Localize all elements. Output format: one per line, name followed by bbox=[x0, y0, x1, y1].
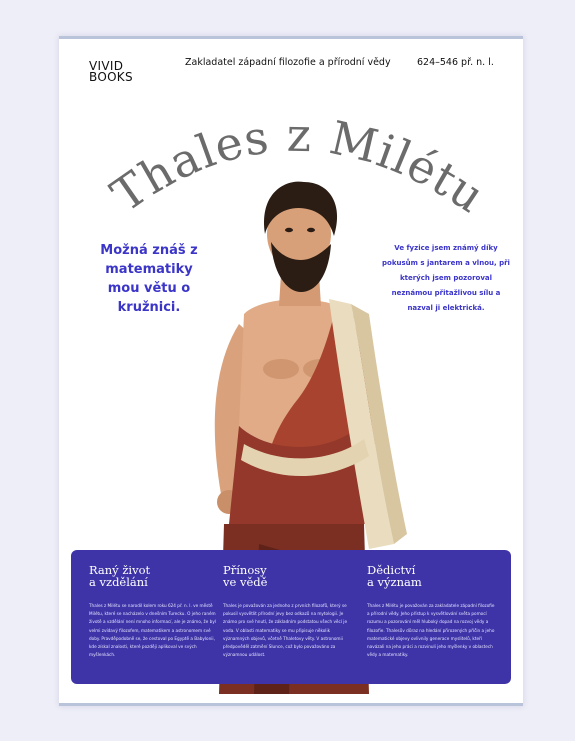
section-title-line: a vzdělání bbox=[89, 575, 148, 589]
section-body: Thales z Milétu je považován za zakladatele západní filozofie a přírodní vědy. Jeho přístup k vysvětlování světa pomocí rozumu a pozorování měl hluboký dopad na rozvoj vědy a filozofie. Thalesův důraz na hledání přirozených příčin a jeho matematické objevy ovlivnily generace myslitelů, kteří navázali na jeho práci a rozvinuli jeho myšlenky v oblastech vědy a matematiky. bbox=[367, 603, 495, 658]
lifespan-dates: 624–546 př. n. l. bbox=[417, 57, 494, 68]
quote-right: Ve fyzice jsem známý díky pokusům s jantarem a vlnou, při kterých jsem pozoroval neznámou přitažlivou sílu a nazval ji elektrická. bbox=[382, 244, 510, 312]
section-contributions bbox=[223, 564, 353, 659]
section-title-line: Přínosy bbox=[223, 563, 267, 577]
poster bbox=[59, 36, 523, 706]
section-title bbox=[89, 564, 219, 588]
section-title-line: ve vědě bbox=[223, 575, 268, 589]
section-title bbox=[223, 564, 353, 588]
section-legacy bbox=[367, 564, 497, 659]
section-title-line: Dědictví bbox=[367, 563, 416, 577]
info-panel bbox=[71, 550, 511, 684]
section-title-line: Raný život bbox=[89, 563, 151, 577]
section-early-life bbox=[89, 564, 219, 659]
bottom-divider bbox=[59, 703, 523, 706]
section-title-line: a význam bbox=[367, 575, 422, 589]
quote-left: Možná znáš z matematiky mou větu o kružnici. bbox=[100, 243, 198, 315]
section-title bbox=[367, 564, 497, 588]
section-body: Thales je považován za jednoho z prvních filozofů, který se pokusil vysvětlit přírodní jevy bez odkazů na mytologii. Je známo pro své hnutí, že základním podstatou všech věcí je voda. V oblasti matematiky se mu připisuje několik významných objevů, včetně Thaletovy věty. V astronomii předpověděl zatmění Slunce, což bylo považováno za významnou událost. bbox=[223, 603, 348, 658]
title-text: Thales z Milétu bbox=[101, 107, 495, 224]
logo-line-2: BOOKS bbox=[89, 70, 133, 84]
section-body: Thales z Milétu se narodil kolem roku 624 př. n. l. ve městě Milétu, které se nacházelo v dnešním Turecku. O jeho raném životě a vzdělání není mnoho informací, ale je známo, že byl velmi zvídavý filozofem, matematikem a astronomem své doby. Pravděpodobně se, že cestoval po Egyptě a Babylonii, kde získal znalosti, které později aplikoval ve svých myšlenkách. bbox=[89, 603, 216, 658]
top-divider bbox=[59, 36, 523, 39]
poster-subtitle: Zakladatel západní filozofie a přírodní vědy bbox=[185, 57, 391, 68]
logo-line-1: VIVID bbox=[89, 59, 124, 73]
